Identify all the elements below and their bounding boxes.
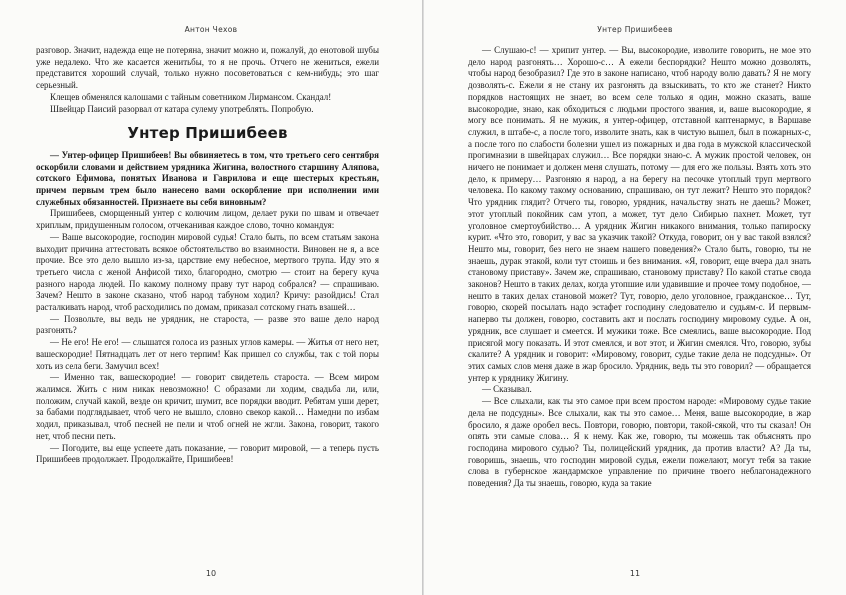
- right-page-text: [468, 45, 811, 490]
- lead-paragraph: — Унтер-офицер Пришибеев! Вы обвиняетесь в том, что третьего сего сентября оскорбили словами и действием урядника Жигина, волостного старшину Аляпова, сотского Ефимова, понятых Иванова и Гаврилова и еще шестерых крестьян, причем первым трем было нанесено вами оскорбление при исполнении ими служебных обязанностей. Признаете вы себя виновным?: [36, 149, 379, 207]
- body-paragraph: — Не его! Не его! — слышатся голоса из разных углов камеры. — Житья от него нет, вашескородие! Пятнадцать лет от него терпим! Как пришел со службы, так с той поры хоть из села беги. Замучил всех!: [36, 337, 379, 371]
- body-paragraph: — Слушаю-с! — хрипит унтер. — Вы, высокородие, изволите говорить, не мое это дело народ разгонять… Хорошо-с… А ежели беспорядки? Нешто можно дозволять, чтобы народ безобразил? Где это в законе написано, чтоб народу волю давать? Я не могу дозволять-с. Ежели я не стану их разгонять да взыскивать, то кто же станет? Никто порядков настоящих не знает, во всем селе только я один, можно сказать, ваше высокородие, знаю, как обходиться с людьми простого звания, и, ваше высокородие, я могу все понимать. Я не мужик, я унтер-офицер, отставной каптенармус, в Варшаве служил, в штабе-с, а после того, изволите знать, как в чистую вышел, был в пожарных-с, а после того по слабости болезни ушел из пожарных и два года в мужской классической прогимназии в швейцарах служил… Все порядки знаю-с. А мужик простой человек, он ничего не понимает и должен меня слушать, потому — для его же пользы. Взять хоть это дело, к примеру… Разгоняю я народ, а на берегу на песочке утоплый труп мертвого человека. По какому такому основанию, спрашиваю, он тут лежит? Нешто это порядок? Что урядник глядит? Отчего ты, говорю, урядник, начальству знать не даешь? Может, этот утоплый покойник сам утоп, а может, тут дело Сибирью пахнет. Может, тут уголовное смертоубийство… А урядник Жигин никакого внимания, только папироску курит. «Что это, говорит, у вас за указчик такой? Откуда, говорит, он у вас такой взялся? Нешто мы, говорит, без него не знаем нашего поведения?» Стало быть, говорю, ты не знаешь, дурак этакой, коли тут стоишь и без внимания. «Я, говорит, еще вчера дал знать становому приставу». Зачем же, спрашиваю, становому приставу? По какой статье свода законов? Нешто в таких делах, когда утопшие или удавившие и прочее тому подобное, — нешто в таких делах становой может? Тут, говорю, дело уголовное, гражданское… Тут, говорю, скорей посылать надо эстафет господину следователю и судьям-с. И первым-наперво ты должен, говорю, составить акт и послать господину мировому судье. А он, урядник, все слушает и смеется. И мужики тоже. Все смеялись, ваше высокородие. Под присягой могу показать. И этот смеялся, и вот этот, и Жигин смеялся. Что, говорю, зубы скалите? А урядник и говорит: «Мировому, говорит, судье такие дела не подсудны». От этих самых слов меня даже в жар бросило. Урядник, ведь ты это говорил? — обращается унтер к уряднику Жигину.: [468, 45, 811, 383]
- body-paragraph: — Погодите, вы еще успеете дать показание, — говорит мировой, — а теперь пусть Пришибеев продолжает. Продолжайте, Пришибеев!: [36, 442, 379, 465]
- body-paragraph: — Позвольте, вы ведь не урядник, не староста, — разве это ваше дело народ разгонять?: [36, 313, 379, 336]
- page-number-left: 10: [205, 569, 217, 578]
- body-paragraph: — Ваше высокородие, господин мировой судья! Стало быть, по всем статьям закона выходит причина аттестовать всякое обстоятельство во взаимности. Виновен не я, а все прочие. Все это дело вышло из-за, царствие ему небесное, мертвого трупа. Иду это я третьего числа с женой Анфисой тихо, благородно, смотрю — стоит на берегу куча разного народа людей. По какому полному праву тут народ собрался? — спрашиваю. Зачем? Нешто в законе сказано, чтоб народ табуном ходил? Кричу: разойдись! Стал расталкивать народ, чтоб расходились по домам, приказал сотскому гнать взашей…: [36, 231, 379, 313]
- running-head-left: Антон Чехов: [184, 25, 238, 34]
- body-paragraph: — Сказывал.: [482, 384, 532, 395]
- prev-story-paragraph: Клещев обменялся калошами с тайным советником Лирмансом. Скандал!: [50, 91, 332, 102]
- running-head-right: Унтер Пришибеев: [597, 25, 673, 34]
- body-paragraph: Пришибеев, сморщенный унтер с колючим лицом, делает руки по швам и отвечает хриплым, придушенным голосом, отчеканивая каждое слово, точно командуя:: [36, 208, 379, 231]
- page-number-right: 11: [629, 569, 641, 578]
- body-paragraph: — Именно так, вашескородие! — говорит свидетель староста. — Всем миром жалимся. Жить с ним никак невозможно! С образами ли ходим, свадьба ли, или, положим, случай какой, везде он кричит, шумит, все порядки вводит. Ребятам уши дерет, за бабами подглядывает, чтоб чего не вышло, словно свекор какой… Намедни по избам ходил, приказывал, чтоб песней не пели и чтоб огней не жгли. Закона, говорит, такого нет, чтоб песни петь.: [36, 372, 379, 441]
- left-page-text: [36, 45, 379, 466]
- prev-story-paragraph: разговор. Значит, надежда еще не потеряна, значит можно и, пожалуй, до енотовой шубы уже недалеко. Что же касается женитьбы, то я не прочь. Отчего не жениться, ежели представится хороший случай, только нужно посоветоваться с кем-нибудь; это шаг серьезный.: [36, 45, 379, 91]
- story-title: Унтер Пришибеев: [127, 124, 288, 143]
- right-page: [423, 0, 846, 595]
- body-paragraph: — Все слыхали, как ты это самое при всем простом народе: «Мировому судье такие дела не подсудны». Все слыхали, как ты это самое… Меня, ваше высокородие, в жар бросило, я даже оробел весь. Повтори, говорю, повтори, такой-сякой, что ты сказал! Он опять эти самые слова… Я к нему. Как же, говорю, ты можешь так объяснять про господина мирового судью? Ты, полицейский урядник, да против власти? А? Да ты, говоришь, знаешь, что господин мировой судья, ежели пожелают, могут тебя за такие слова в губернское жандармское управление по причине твоего неблагонадежного поведения? Да ты знаешь, говорю, куда за такие: [468, 396, 811, 489]
- prev-story-paragraph: Швейцар Паисий разорвал от катара сулему употреблять. Попробую.: [50, 103, 314, 114]
